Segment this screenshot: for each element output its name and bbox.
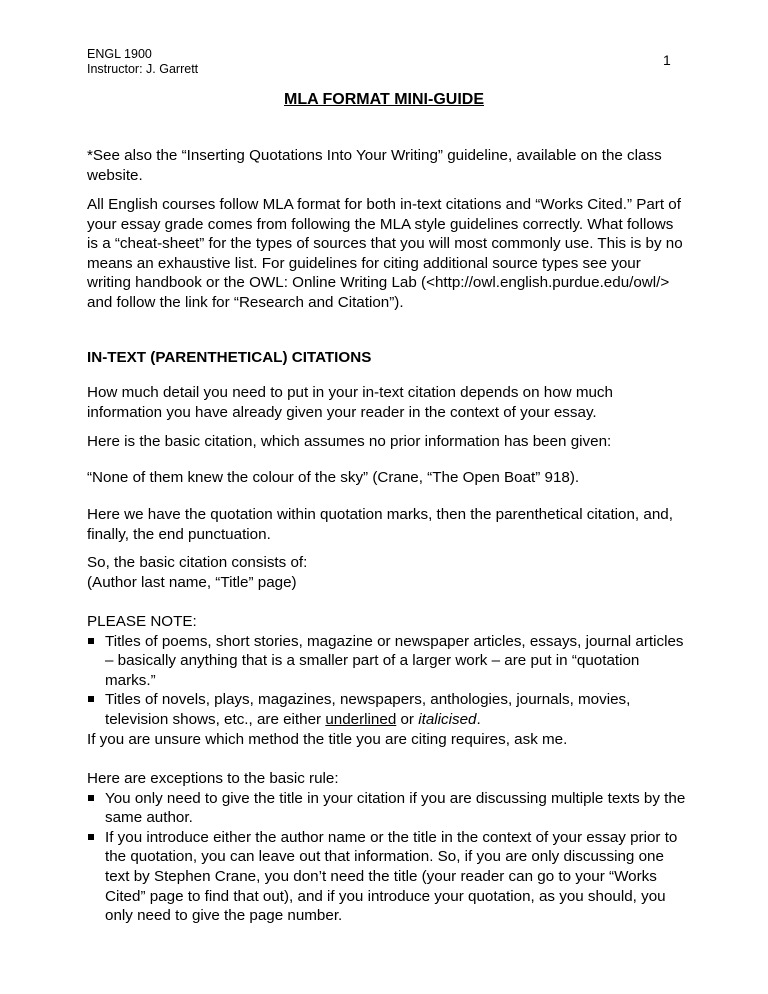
square-bullet-icon: [88, 795, 94, 801]
note-bullet-2-mid: or: [396, 710, 419, 728]
note-list: [87, 632, 687, 730]
exceptions-list: [87, 789, 687, 926]
note-bullet-2-post: .: [476, 710, 481, 728]
note-bullet-2-text: [105, 691, 630, 728]
italic-word: italicised: [418, 710, 477, 728]
list-item: [87, 828, 687, 926]
consists-line-2: (Author last name, “Title” page): [87, 573, 297, 591]
in-text-citations-heading: IN-TEXT (PARENTHETICAL) CITATIONS: [87, 349, 372, 366]
page-title: MLA FORMAT MINI-GUIDE: [284, 91, 484, 108]
page-number: 1: [663, 52, 671, 68]
please-note-block: [87, 612, 687, 749]
list-item: [87, 789, 687, 828]
detail-text: How much detail you need to put in your in-text citation depends on how much information you have already given your reader in the context of your essay.: [87, 384, 613, 421]
note-bullet-1-text: Titles of poems, short stories, magazine or newspaper articles, essays, journal articles – basically anything that is a smaller part of a larger work – are put in “quotation marks.”: [105, 632, 684, 689]
exceptions-intro: Here are exceptions to the basic rule:: [87, 770, 339, 787]
square-bullet-icon: [88, 638, 94, 644]
exception-bullet-2-text: If you introduce either the author name or the title in the context of your essay prior to the quotation, you can leave out that information. So, if you are only discussing one text by Stephen Crane, you don’t need the title (your reader can go to your “Works Cited” page to find that out), and if you introduce your quotation, as you should, you only need to give the page number.: [105, 828, 678, 925]
consists-line-1: So, the basic citation consists of:: [87, 554, 308, 571]
see-also-note: [87, 146, 687, 185]
square-bullet-icon: [88, 834, 94, 840]
consists-paragraph: [87, 553, 687, 592]
example-citation-text: “None of them knew the colour of the sky” (Crane, “The Open Boat” 918).: [87, 469, 580, 486]
explanation-paragraph: [87, 505, 687, 544]
exceptions-block: [87, 769, 687, 926]
detail-paragraph: [87, 383, 687, 422]
course-code: ENGL 1900: [87, 47, 152, 61]
list-item: [87, 690, 687, 729]
exception-bullet-1-text: You only need to give the title in your citation if you are discussing multiple texts by the same author.: [105, 789, 686, 827]
example-citation: [87, 468, 687, 488]
intro-paragraph: [87, 195, 687, 313]
note-bullet-2-pre: Titles of novels, plays, magazines, newspapers, anthologies, journals, movies, television shows, etc., are either: [105, 691, 631, 728]
unsure-line: If you are unsure which method the title you are citing requires, ask me.: [87, 730, 568, 748]
list-item: [87, 632, 687, 691]
basic-intro-text: Here is the basic citation, which assumes no prior information has been given:: [87, 433, 612, 450]
square-bullet-icon: [88, 696, 94, 702]
instructor-name: Instructor: J. Garrett: [87, 62, 199, 76]
section-heading: [87, 348, 687, 368]
please-note-heading: PLEASE NOTE:: [87, 613, 197, 630]
basic-intro-paragraph: [87, 432, 687, 452]
explanation-text: Here we have the quotation within quotation marks, then the parenthetical citation, and, finally, the end punctuation.: [87, 506, 673, 543]
see-also-text: *See also the “Inserting Quotations Into Your Writing” guideline, available on the class website.: [87, 147, 662, 184]
underlined-word: underlined: [325, 710, 397, 728]
intro-text: All English courses follow MLA format for both in-text citations and “Works Cited.” Part of your essay grade comes from following the MLA style guidelines correctly. What follows is a “cheat-sheet” for the types of sources that you will most commonly use. This is by no means an exhaustive list. For guidelines for citing additional source types see your writing handbook or the OWL: Online Writing Lab (<http://owl.english.purdue.edu/owl/> and follow the link for “Research and Citation”).: [87, 196, 683, 311]
